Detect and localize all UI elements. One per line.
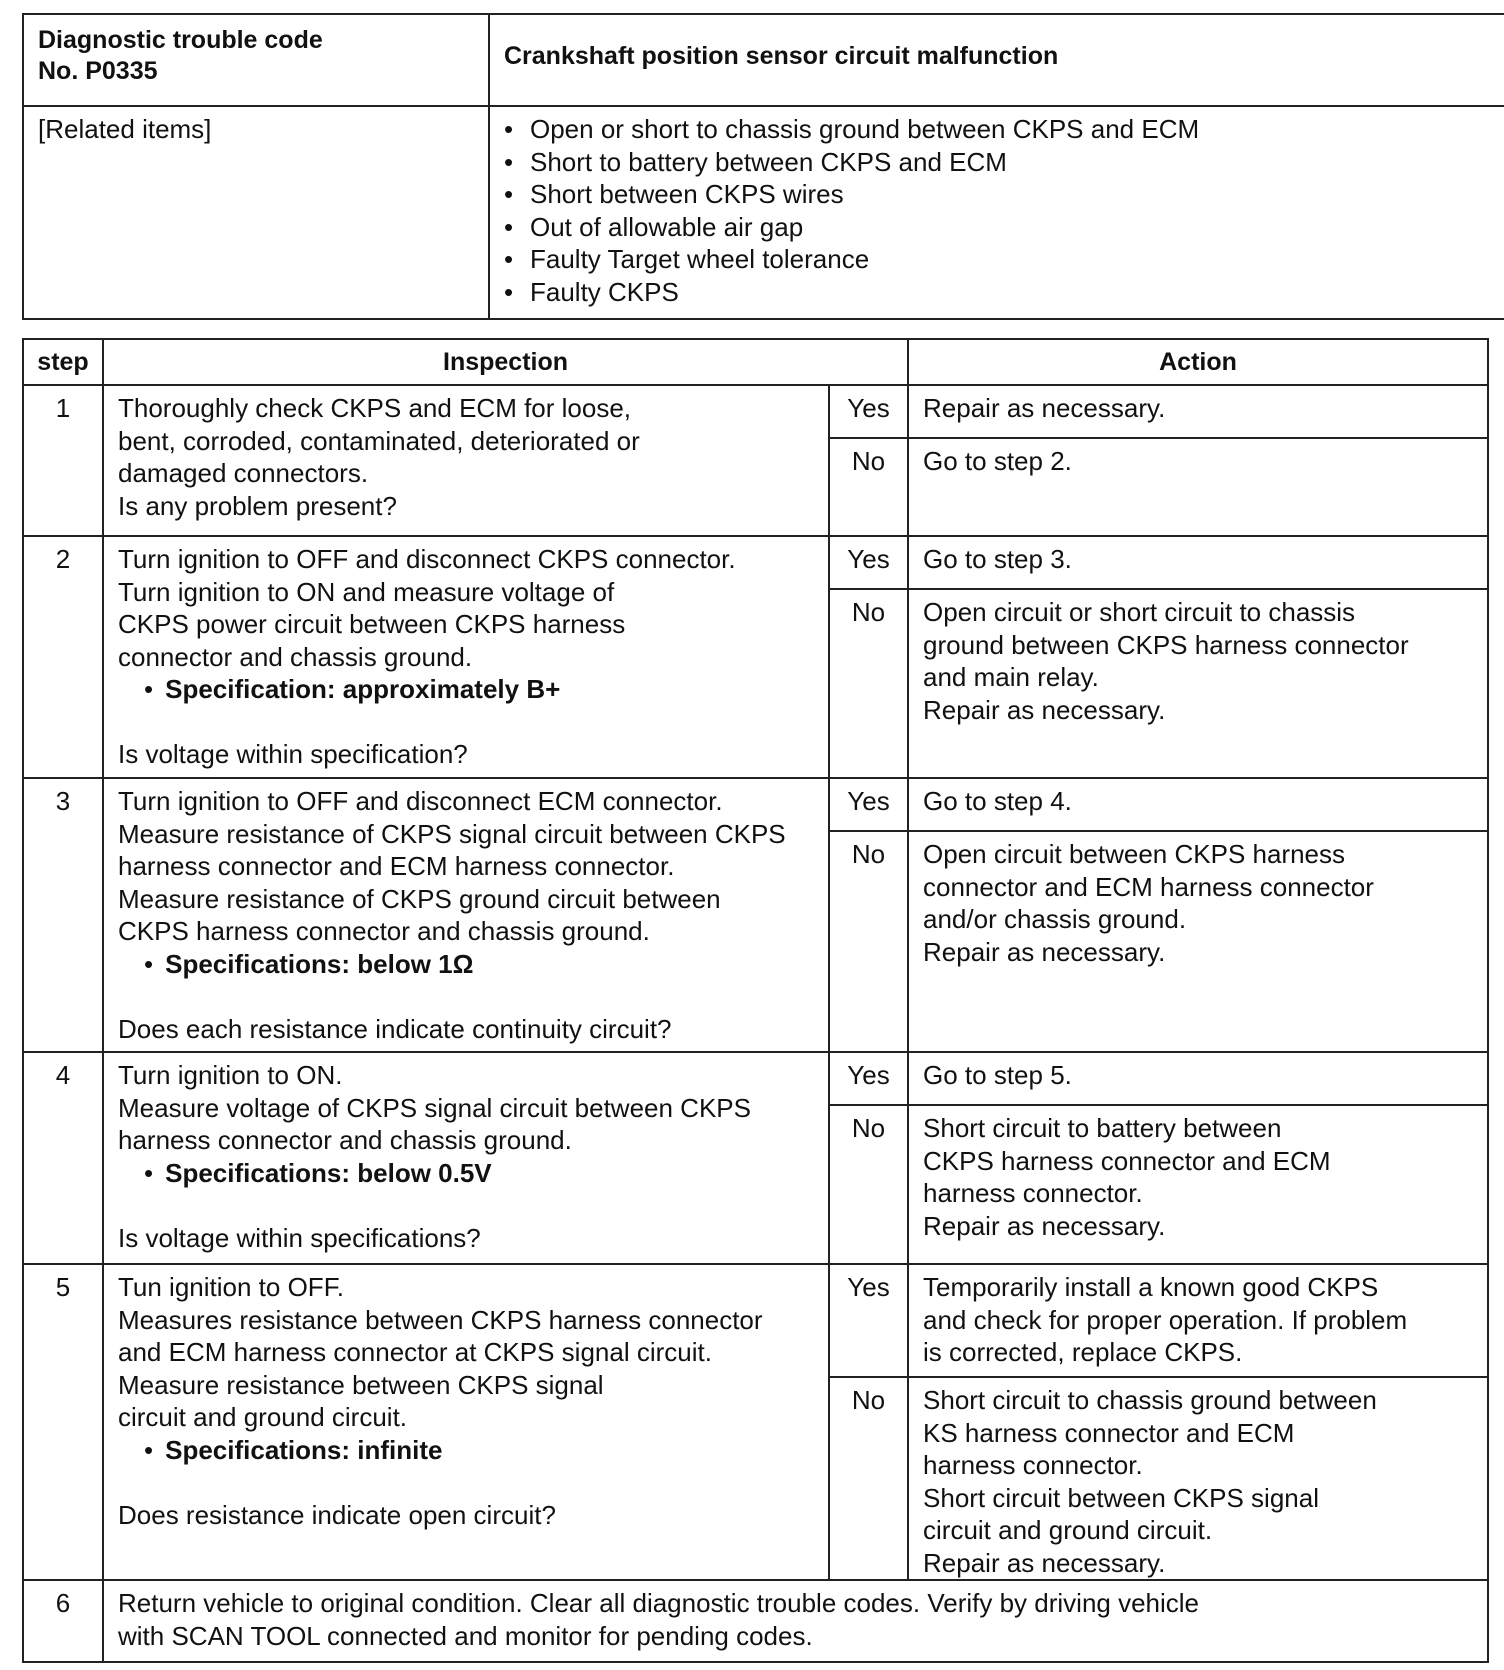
inspection-cell <box>103 778 829 1052</box>
diagnostic-steps-table <box>22 338 1489 1663</box>
action-line: Short circuit between CKPS signal <box>923 1482 1319 1513</box>
inspection-line: Is any problem present? <box>118 490 397 521</box>
yes-label: Yes <box>829 536 908 589</box>
yes-action <box>908 1052 1488 1105</box>
specification: • Specifications: infinite <box>118 1434 818 1467</box>
action-line: connector and ECM harness connector <box>923 871 1374 902</box>
final-step-line: with SCAN TOOL connected and monitor for pending codes. <box>118 1620 813 1651</box>
action-line: and check for proper operation. If problem <box>923 1304 1408 1335</box>
related-item: • Short between CKPS wires <box>530 178 1504 211</box>
action-line: Repair as necessary. <box>923 694 1166 725</box>
inspection-line: Thoroughly check CKPS and ECM for loose, <box>118 393 632 423</box>
related-item: • Open or short to chassis ground between CKPS and ECM <box>530 113 1504 146</box>
dtc-code-cell <box>23 14 489 106</box>
no-action <box>908 1105 1488 1264</box>
action-line: KS harness connector and ECM <box>923 1417 1295 1448</box>
inspection-line: Measures resistance between CKPS harness connector <box>118 1304 763 1335</box>
dtc-number: No. P0335 <box>38 57 158 85</box>
inspection-line: connector and chassis ground. <box>118 641 473 672</box>
related-items-cell <box>489 106 1504 319</box>
inspection-line: Turn ignition to OFF and disconnect CKPS connector. <box>118 544 736 574</box>
inspection-line: harness connector and chassis ground. <box>118 1125 572 1155</box>
step-number: 4 <box>23 1052 103 1264</box>
table-row <box>23 1052 1488 1105</box>
inspection-line: Measure voltage of CKPS signal circuit between CKPS <box>118 1092 751 1123</box>
inspection-line: Measure resistance between CKPS signal <box>118 1369 604 1400</box>
action-line: Repair as necessary. <box>923 1210 1166 1241</box>
inspection-question: Is voltage within specifications? <box>118 1222 481 1253</box>
inspection-cell <box>103 1264 829 1580</box>
inspection-line: CKPS harness connector and chassis ground. <box>118 916 650 946</box>
final-step-line: Return vehicle to original condition. Clear all diagnostic trouble codes. Verify by driving vehicle <box>118 1588 1200 1618</box>
specification: • Specifications: below 1Ω <box>118 948 818 981</box>
specification: • Specifications: below 0.5V <box>118 1157 818 1190</box>
yes-action <box>908 1264 1488 1377</box>
inspection-line: CKPS power circuit between CKPS harness <box>118 609 626 639</box>
no-action <box>908 1377 1488 1580</box>
steps-body <box>23 385 1488 1662</box>
action-line: harness connector. <box>923 1178 1143 1208</box>
action-line: Go to step 3. <box>923 544 1072 574</box>
inspection-line: harness connector and ECM harness connector. <box>118 851 675 881</box>
dtc-header-table <box>22 13 1504 320</box>
inspection-cell <box>103 385 829 536</box>
inspection-cell <box>103 1052 829 1264</box>
dtc-label: Diagnostic trouble code <box>38 26 323 54</box>
inspection-line: Tun ignition to OFF. <box>118 1272 344 1302</box>
no-label: No <box>829 438 908 536</box>
action-line: Go to step 2. <box>923 446 1072 476</box>
spacer <box>118 706 818 739</box>
inspection-line: Turn ignition to OFF and disconnect ECM connector. <box>118 786 723 816</box>
inspection-question: Does resistance indicate open circuit? <box>118 1499 556 1530</box>
related-item: • Short to battery between CKPS and ECM <box>530 146 1504 179</box>
table-row <box>23 1264 1488 1377</box>
inspection-line: Measure resistance of CKPS signal circuit between CKPS <box>118 818 786 849</box>
action-line: Open circuit between CKPS harness <box>923 839 1346 869</box>
table-row <box>23 385 1488 438</box>
action-line: is corrected, replace CKPS. <box>923 1337 1243 1367</box>
action-line: harness connector. <box>923 1450 1143 1480</box>
final-step-text <box>103 1580 1488 1662</box>
action-line: Open circuit or short circuit to chassis <box>923 597 1356 627</box>
yes-label: Yes <box>829 385 908 438</box>
action-line: Short circuit to chassis ground between <box>923 1385 1377 1415</box>
action-line: Short circuit to battery between <box>923 1113 1282 1143</box>
dtc-title: Crankshaft position sensor circuit malfunction <box>489 14 1504 106</box>
yes-label: Yes <box>829 1264 908 1377</box>
inspection-question: Is voltage within specification? <box>118 739 468 769</box>
table-row <box>23 1580 1488 1662</box>
action-line: Temporarily install a known good CKPS <box>923 1272 1379 1302</box>
step-number: 3 <box>23 778 103 1052</box>
step-number: 5 <box>23 1264 103 1580</box>
no-label: No <box>829 1105 908 1264</box>
inspection-line: Turn ignition to ON. <box>118 1060 343 1090</box>
step-number: 2 <box>23 536 103 778</box>
action-column-header: Action <box>908 339 1488 385</box>
table-row <box>23 536 1488 589</box>
no-action <box>908 831 1488 1052</box>
action-line: circuit and ground circuit. <box>923 1515 1213 1545</box>
yes-action <box>908 385 1488 438</box>
specification: • Specification: approximately B+ <box>118 673 818 706</box>
inspection-column-header: Inspection <box>103 339 908 385</box>
inspection-line: and ECM harness connector at CKPS signal circuit. <box>118 1337 712 1367</box>
inspection-line: Measure resistance of CKPS ground circuit between <box>118 883 721 914</box>
related-item: • Out of allowable air gap <box>530 211 1504 244</box>
table-row <box>23 778 1488 831</box>
no-action <box>908 589 1488 778</box>
spacer <box>118 980 818 1013</box>
inspection-line: circuit and ground circuit. <box>118 1402 408 1432</box>
no-label: No <box>829 1377 908 1580</box>
yes-action <box>908 536 1488 589</box>
action-line: Repair as necessary. <box>923 393 1166 423</box>
table-header-row <box>23 339 1488 385</box>
step-column-header: step <box>23 339 103 385</box>
inspection-line: damaged connectors. <box>118 458 369 488</box>
action-line: and/or chassis ground. <box>923 904 1187 934</box>
action-line: and main relay. <box>923 662 1099 692</box>
related-item: • Faulty CKPS <box>530 276 1504 309</box>
inspection-line: Turn ignition to ON and measure voltage of <box>118 576 615 607</box>
step-number: 6 <box>23 1580 103 1662</box>
spacer <box>118 1466 818 1499</box>
related-items-list <box>490 107 1504 308</box>
inspection-line: bent, corroded, contaminated, deteriorated or <box>118 425 640 456</box>
inspection-question: Does each resistance indicate continuity circuit? <box>118 1013 672 1044</box>
yes-label: Yes <box>829 778 908 831</box>
no-action <box>908 438 1488 536</box>
inspection-cell <box>103 536 829 778</box>
related-items-label: [Related items] <box>23 106 489 319</box>
action-line: Repair as necessary. <box>923 1547 1166 1578</box>
step-number: 1 <box>23 385 103 536</box>
action-line: Go to step 5. <box>923 1060 1072 1090</box>
yes-label: Yes <box>829 1052 908 1105</box>
action-line: ground between CKPS harness connector <box>923 629 1409 660</box>
no-label: No <box>829 589 908 778</box>
spacer <box>118 1189 818 1222</box>
action-line: CKPS harness connector and ECM <box>923 1145 1331 1176</box>
related-item: • Faulty Target wheel tolerance <box>530 243 1504 276</box>
yes-action <box>908 778 1488 831</box>
no-label: No <box>829 831 908 1052</box>
action-line: Go to step 4. <box>923 786 1072 816</box>
action-line: Repair as necessary. <box>923 936 1166 967</box>
